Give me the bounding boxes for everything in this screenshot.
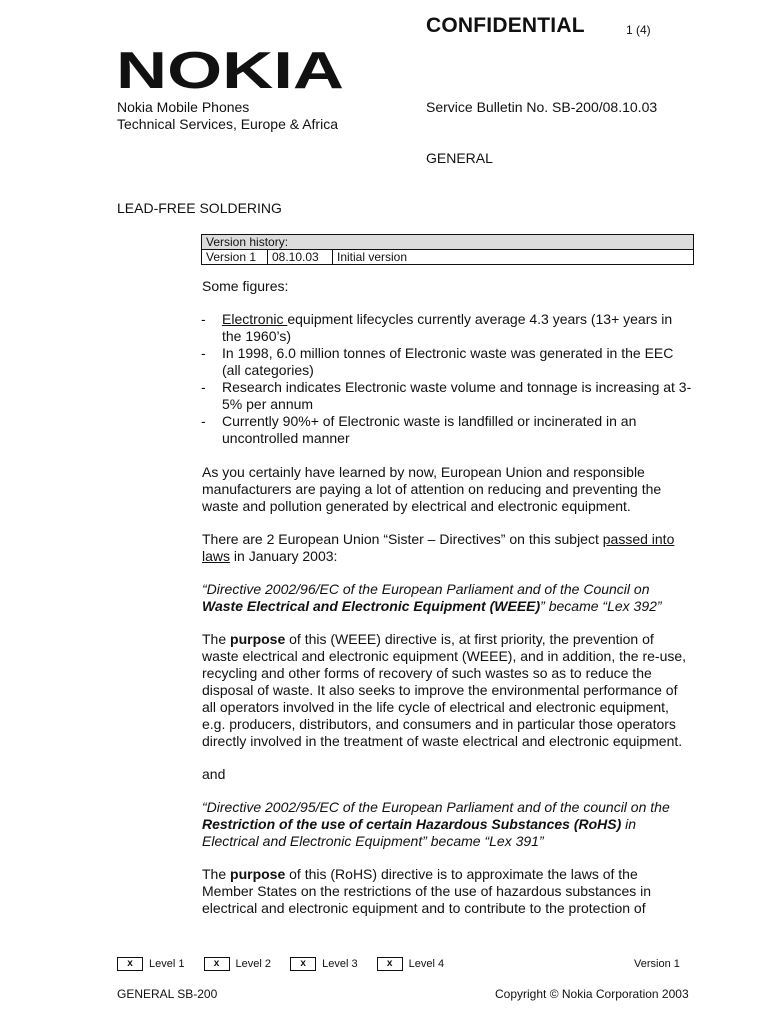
company-line-1: Nokia Mobile Phones <box>117 99 250 115</box>
level-3-checkbox: x Level 3 <box>290 957 357 971</box>
rohs-directive-title: “Directive 2002/95/EC of the European Parliament and of the council on the Restriction of the use of certain Hazardous Substances (RoHS) in Electrical and Electronic Equipment” became “Lex 391” <box>202 799 670 849</box>
date-cell: 08.10.03 <box>268 250 333 265</box>
level-checkboxes <box>117 957 460 971</box>
logo-text: NOKIA <box>116 50 344 90</box>
page-number: 1 (4) <box>626 23 651 37</box>
document-subject: LEAD-FREE SOLDERING <box>117 200 282 216</box>
rohs-purpose-paragraph: The purpose of this (RoHS) directive is to approximate the laws of the Member States on the restrictions of the use of hazardous substances in electrical and electronic equipment and to contribute to the protection of <box>202 866 652 916</box>
list-item: - Research indicates Electronic waste volume and tonnage is increasing at 3-5% per annum <box>201 379 692 412</box>
list-item: - In 1998, 6.0 million tonnes of Electronic waste was generated in the EEC (all categories) <box>201 345 674 378</box>
bulletin-number: Service Bulletin No. SB-200/08.10.03 <box>426 99 658 115</box>
weee-directive-title: “Directive 2002/96/EC of the European Parliament and of the Council on Waste Electrical and Electronic Equipment (WEEE)” became “Lex 392” <box>202 581 662 614</box>
and-separator: and <box>202 766 226 782</box>
version-cell: Version 1 <box>202 250 268 265</box>
list-item: - Electronic equipment lifecycles currently average 4.3 years (13+ years in the 1960’s) <box>201 311 673 344</box>
intro-paragraph: As you certainly have learned by now, European Union and responsible manufacturers are paying a lot of attention on reducing and preventing the waste and pollution generated by electrical and electronic equipment. <box>202 464 662 514</box>
figures-list <box>202 311 692 447</box>
directives-paragraph: There are 2 European Union “Sister – Directives” on this subject passed into laws in January 2003: <box>202 531 675 564</box>
figures-heading: Some figures: <box>202 278 289 294</box>
company-info <box>117 99 338 133</box>
bulletin-category: GENERAL <box>426 150 493 166</box>
version-history-title: Version history: <box>202 235 694 250</box>
company-line-2: Technical Services, Europe & Africa <box>117 116 338 132</box>
table-row <box>202 250 694 265</box>
list-item: - Currently 90%+ of Electronic waste is landfilled or incinerated in an uncontrolled manner <box>201 413 637 446</box>
footer-version: Version 1 <box>634 958 680 970</box>
level-1-checkbox: x Level 1 <box>117 957 184 971</box>
note-cell: Initial version <box>333 250 694 265</box>
confidential-label: CONFIDENTIAL <box>426 14 585 37</box>
footer-doc-id: GENERAL SB-200 <box>117 987 218 1001</box>
level-2-checkbox: x Level 2 <box>204 957 271 971</box>
weee-purpose-paragraph: The purpose of this (WEEE) directive is, at first priority, the prevention of waste electrical and electronic equipment (WEEE), and in addition, the re-use, recycling and other forms of recovery of such wastes so as to reduce the disposal of waste. It also seeks to improve the environmental performance of all operators involved in the life cycle of electrical and electronic equipment, e.g. producers, distributors, and consumers and in particular those operators directly involved in the treatment of waste electrical and electronic equipment. <box>202 631 687 749</box>
nokia-logo <box>116 50 344 90</box>
document-body <box>202 278 692 917</box>
level-4-checkbox: x Level 4 <box>377 957 444 971</box>
version-history-table <box>201 234 694 265</box>
footer-copyright: Copyright © Nokia Corporation 2003 <box>495 987 689 1001</box>
